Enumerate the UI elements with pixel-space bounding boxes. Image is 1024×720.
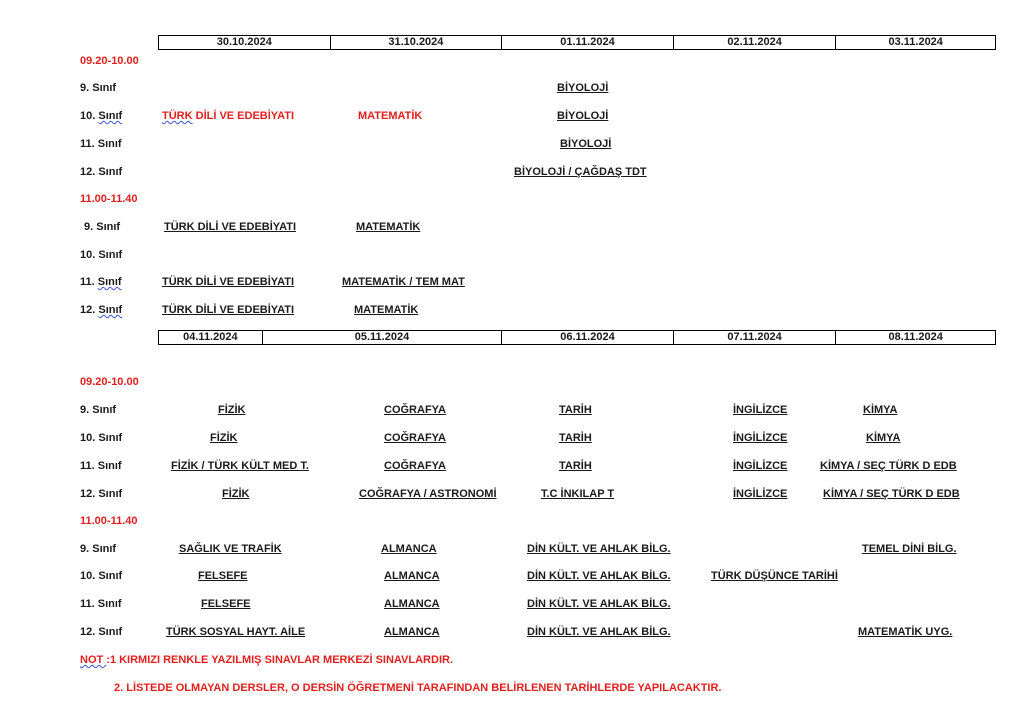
week2-slot1-row3-c2: COĞRAFYA [384, 460, 446, 472]
week2-slot2-row2-c4: TÜRK DÜŞÜNCE TARİHİ [711, 570, 838, 582]
week2-slot2-row2-c3: DİN KÜLT. VE AHLAK BİLG. [527, 570, 671, 582]
week2-slot1-row3-c4: İNGİLİZCE [733, 460, 788, 472]
note-1 [80, 654, 453, 666]
week1-date-1: 30.10.2024 [159, 36, 331, 49]
week2-slot2-row1-c1: SAĞLIK VE TRAFİK [179, 543, 282, 555]
week2-slot2-row2-c2: ALMANCA [384, 570, 440, 582]
week2-slot2-row3-c1: FELSEFE [201, 598, 251, 610]
week2-slot1-row1-c1: FİZİK [218, 404, 246, 416]
week1-slot2-row3-c2: MATEMATİK / TEM MAT [342, 276, 465, 288]
week2-slot1-row1-c3: TARİH [559, 404, 592, 416]
week2-slot1-row4-grade: 12. Sınıf [80, 488, 123, 500]
week2-slot1-row2-grade: 10. Sınıf [80, 432, 123, 444]
week2-slot1-row2-c4: İNGİLİZCE [733, 432, 788, 444]
week2-date-header [158, 330, 996, 345]
week2-slot2-row4-grade: 12. Sınıf [80, 626, 123, 638]
week1-slot2-row4-grade [80, 304, 122, 316]
week1-slot1-row3-c3: BİYOLOJİ [560, 138, 612, 150]
week2-slot1-row1-grade: 9. Sınıf [80, 404, 117, 416]
week2-slot1-row4-c5: KİMYA / SEÇ TÜRK D EDB [823, 488, 960, 500]
week1-date-3: 01.11.2024 [502, 36, 674, 49]
week2-slot2-row4-c2: ALMANCA [384, 626, 440, 638]
week2-slot1-row2-c1: FİZİK [210, 432, 238, 444]
week2-slot1-row2-c5: KİMYA [866, 432, 901, 444]
week2-slot2-row1-c2: ALMANCA [381, 543, 437, 555]
week2-date-5: 08.11.2024 [888, 331, 943, 343]
week1-slot1-row2-grade [80, 110, 122, 122]
week2-slot2-row4-c3: DİN KÜLT. VE AHLAK BİLG. [527, 626, 671, 638]
week2-slot1-row4-c4: İNGİLİZCE [733, 488, 788, 500]
note-1-label: NOT [80, 654, 107, 666]
week1-slot2-time: 11.00-11.40 [80, 193, 138, 205]
c1-rest: DİLİ VE EDEBİYATI [192, 110, 295, 122]
week2-slot2-row4-c1: TÜRK SOSYAL HAYT. AİLE [166, 626, 306, 638]
week2-slot2-row3-grade: 11. Sınıf [80, 598, 122, 610]
week1-slot1-row4-grade: 12. Sınıf [80, 166, 123, 178]
week2-slot2-time: 11.00-11.40 [80, 515, 138, 527]
grade-word: Sınıf [97, 276, 122, 288]
week2-slot1-row1-c2: COĞRAFYA [384, 404, 446, 416]
week2-date-1: 04.11.2024 [159, 331, 263, 344]
week1-date-2: 31.10.2024 [331, 36, 503, 49]
week1-slot2-row3-grade [80, 276, 122, 288]
week1-slot1-row2-c3: BİYOLOJİ [557, 110, 609, 122]
note-2: 2. LİSTEDE OLMAYAN DERSLER, O DERSİN ÖĞRETMENİ TARAFINDAN BELİRLENEN TARİHLERDE YAPILACAKTIR. [114, 682, 722, 694]
week1-date-4: 02.11.2024 [674, 36, 837, 49]
week1-slot1-row2-c2: MATEMATİK [358, 110, 423, 122]
week2-slot1-row3-c3: TARİH [559, 460, 592, 472]
week1-slot2-row2-grade: 10. Sınıf [80, 249, 123, 261]
week1-slot2-row1-c2: MATEMATİK [356, 221, 421, 233]
grade-number: 12. [80, 304, 99, 316]
week2-date-2: 05.11.2024 [263, 331, 502, 344]
week2-slot1-row3-c1: FİZİK / TÜRK KÜLT MED T. [171, 460, 309, 472]
week1-slot2-row4-c1: TÜRK DİLİ VE EDEBİYATI [162, 304, 295, 316]
week1-slot1-row1-c3: BİYOLOJİ [557, 82, 609, 94]
week2-date-4: 07.11.2024 [674, 331, 837, 344]
week1-slot1-time: 09.20-10.00 [80, 55, 139, 67]
week1-slot2-row1-c1: TÜRK DİLİ VE EDEBİYATI [164, 221, 297, 233]
grade-number: 10. [80, 110, 99, 122]
week2-slot1-row2-c3: TARİH [559, 432, 592, 444]
week1-slot1-row4-c3: BİYOLOJİ / ÇAĞDAŞ TDT [514, 166, 647, 178]
week2-slot1-row4-c1: FİZİK [222, 488, 250, 500]
grade-word: Sınıf [98, 110, 123, 122]
week1-slot2-row3-c1: TÜRK DİLİ VE EDEBİYATI [162, 276, 295, 288]
week2-slot2-row3-c2: ALMANCA [384, 598, 440, 610]
week2-slot2-row1-grade: 9. Sınıf [80, 543, 117, 555]
week2-slot1-row1-c4: İNGİLİZCE [733, 404, 788, 416]
week2-slot2-row4-c5: MATEMATİK UYG. [858, 626, 953, 638]
week1-date-header [158, 35, 996, 50]
week2-slot1-row4-c2: COĞRAFYA / ASTRONOMİ [359, 488, 497, 500]
week1-date-5: 03.11.2024 [888, 36, 943, 48]
week2-slot2-row2-c1: FELSEFE [198, 570, 248, 582]
week2-slot1-row3-c5: KİMYA / SEÇ TÜRK D EDB [820, 460, 957, 472]
week2-slot2-row1-c5: TEMEL DİNİ BİLG. [862, 543, 957, 555]
week1-slot1-row2-c1 [162, 110, 294, 122]
grade-number: 11. [80, 276, 98, 288]
note-1-text: :1 KIRMIZI RENKLE YAZILMIŞ SINAVLAR MERKEZİ SINAVLARDIR. [106, 654, 454, 666]
week1-slot2-row1-grade: 9. Sınıf [84, 221, 121, 233]
week2-slot1-row2-c2: COĞRAFYA [384, 432, 446, 444]
week1-slot1-row3-grade: 11. Sınıf [80, 138, 122, 150]
week1-slot1-row1-grade: 9. Sınıf [80, 82, 117, 94]
c1-first-word: TÜRK [162, 110, 193, 122]
week2-slot1-row3-grade: 11. Sınıf [80, 460, 122, 472]
week2-slot2-row3-c3: DİN KÜLT. VE AHLAK BİLG. [527, 598, 671, 610]
week2-slot1-row4-c3: T.C İNKILAP T [541, 488, 615, 500]
week2-slot1-time: 09.20-10.00 [80, 376, 139, 388]
week1-slot2-row4-c2: MATEMATİK [354, 304, 419, 316]
grade-word: Sınıf [98, 304, 123, 316]
week2-slot2-row1-c3: DİN KÜLT. VE AHLAK BİLG. [527, 543, 671, 555]
week2-date-3: 06.11.2024 [502, 331, 674, 344]
week2-slot1-row1-c5: KİMYA [863, 404, 898, 416]
week2-slot2-row2-grade: 10. Sınıf [80, 570, 123, 582]
